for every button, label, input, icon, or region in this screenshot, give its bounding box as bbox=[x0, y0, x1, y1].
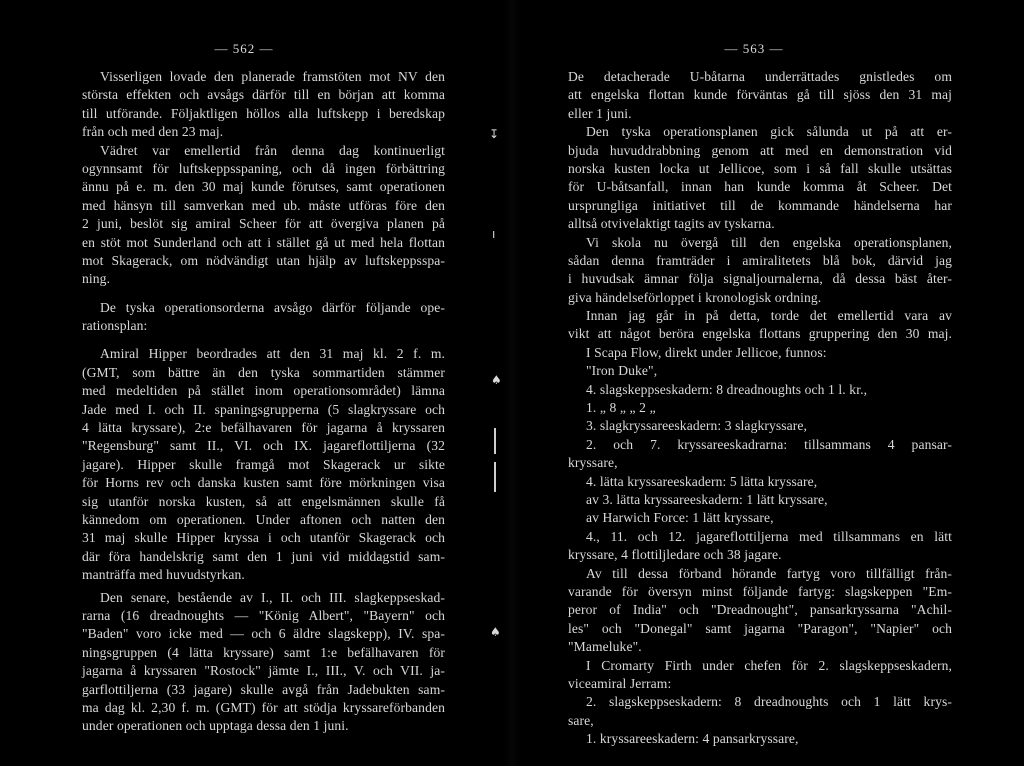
page-number-left: — 562 — bbox=[214, 41, 274, 56]
text-line: att engelska flottan kunde förväntas gå till sjöss den 31 maj bbox=[568, 87, 952, 103]
text-line: 2 juni, beslöt sig amiral Scheer för att övergiva planen på bbox=[82, 216, 445, 232]
text-line: I Scapa Flow, direkt under Jellicoe, funnos: bbox=[586, 344, 827, 360]
text-line: 4., 11. och 12. jagareflottiljerna med tillsammans en lätt bbox=[586, 528, 952, 544]
text-line: peror of India" och "Dreadnought", pansarkryssarna "Achil- bbox=[568, 602, 952, 618]
text-line: ännu på e. m. den 30 maj kunde förutses, samt operationen bbox=[82, 179, 445, 195]
text-line: från och med den 23 maj. bbox=[82, 124, 224, 140]
text-line: ogynnsamt för luftskeppsspaning, och då ingen förbättring bbox=[82, 160, 445, 176]
text-line: varande för översyn minst följande fartyg: slagskeppen "Em- bbox=[568, 583, 952, 599]
text-line: sådan denna framträder i amiralitetets blå bok, därvid jag bbox=[568, 252, 952, 268]
text-line: bjuda huvuddrabbning genom att med en demonstration vid bbox=[568, 142, 952, 158]
text-line: les" och "Donegal" samt jagarna "Paragon", "Napier" och bbox=[568, 620, 952, 636]
text-line: av 3. lätta kryssareeskadern: 1 lätt kryssare, bbox=[586, 491, 828, 507]
right-page bbox=[512, 0, 1024, 766]
text-line: sare, bbox=[568, 712, 594, 728]
text-line: jagarna å kryssaren "Rostock" jämte I., III., V. och VII. ja- bbox=[82, 663, 445, 679]
text-line: 31 maj skulle Hipper kryssa i och utanför Skagerack och bbox=[82, 530, 445, 546]
spade-mark-icon: ♠ bbox=[491, 373, 502, 387]
text-line: I Cromarty Firth under chefen för 2. slagskeppseskadern, bbox=[586, 657, 952, 673]
page-number-right: — 563 — bbox=[724, 41, 784, 56]
spade-mark-icon: ♠ bbox=[490, 625, 501, 639]
text-line: mot Skagerack, om nödvändigt utan hjälp av luftskeppsspa- bbox=[82, 252, 445, 268]
text-line: 3. slagkryssareeskadern: 3 slagkryssare, bbox=[586, 418, 808, 434]
text-line: "Regensburg" samt II., VI. och IX. jagareflottiljerna (32 bbox=[82, 438, 445, 454]
text-line: alltså otvivelaktigt tagits av tyskarna. bbox=[568, 216, 775, 232]
text-line: 2. och 7. kryssareeskadrarna: tillsammans 4 pansar- bbox=[586, 436, 952, 452]
text-line: 4. lätta kryssareeskadern: 5 lätta kryssare, bbox=[586, 473, 818, 489]
text-line: med hänsyn till samverkan med ub. måste utföras före den bbox=[82, 197, 445, 213]
text-line: Amiral Hipper beordrades att den 31 maj kl. 2 f. m. bbox=[100, 346, 445, 362]
right-page-text bbox=[568, 68, 952, 748]
text-line: ma dag kl. 2,30 f. m. (GMT) för att stödja kryssareförbanden bbox=[82, 699, 445, 715]
text-line: ning. bbox=[82, 271, 111, 287]
text-line: rationsplan: bbox=[82, 318, 148, 334]
tick-mark-icon: ı bbox=[492, 227, 496, 241]
text-line: rarna (16 dreadnoughts — "König Albert", "Bayern" och bbox=[82, 607, 445, 623]
text-line: Vi skola nu övergå till den engelska operationsplanen, bbox=[586, 234, 952, 250]
text-line: största effekten och avsågs därför till en början att komma bbox=[82, 87, 445, 103]
text-line: 2. slagskeppseskadern: 8 dreadnoughts och 1 lätt krys- bbox=[586, 694, 952, 710]
text-line: 4. slagskeppseskadern: 8 dreadnoughts och 1 l. kr., bbox=[586, 381, 868, 397]
text-line: under operationen och upptaga dessa den 1 juni. bbox=[82, 718, 349, 734]
text-line: 1. „ 8 „ „ 2 „ bbox=[586, 400, 656, 416]
text-line: Den senare, bestående av I., II. och III. slagkeppseskad- bbox=[100, 589, 445, 605]
text-line: giva händelseförloppet i kronologisk ordning. bbox=[568, 289, 822, 305]
text-line: av Harwich Force: 1 lätt kryssare, bbox=[586, 510, 774, 526]
text-line: för U-båtsanfall, innan han kunde komma åt Scheer. Det bbox=[568, 179, 952, 195]
text-line: Visserligen lovade den planerade framstöten mot NV den bbox=[100, 69, 445, 84]
text-line: norska kusten locka ut Jellicoe, som i så fall skulle utsättas bbox=[568, 160, 952, 176]
text-line: ningsgruppen (4 lätta kryssare) samt 1:e befälhavaren för bbox=[82, 644, 445, 660]
arrow-mark-icon: ↧ bbox=[489, 127, 500, 141]
text-line: manträffa med huvudstyrkan. bbox=[82, 567, 245, 583]
text-line: garflottiljerna (33 jagare) skulle avgå från Jadebukten sam- bbox=[82, 681, 445, 697]
text-line: kryssare, 4 flottiljledare och 38 jagare. bbox=[568, 547, 782, 563]
text-line: där föra handelskrig samt den 1 juni vid middagstid sam- bbox=[82, 548, 445, 564]
text-line: Den tyska operationsplanen gick sålunda ut på att er- bbox=[586, 124, 952, 140]
text-line: De detacherade U-båtarna underrättades gnistledes om bbox=[568, 69, 952, 84]
text-line: 4 lätta kryssare), 2:e befälhavaren för jagarna å kryssaren bbox=[82, 420, 445, 436]
text-line: vikt att något beröra engelska flottans gruppering den 30 maj. bbox=[568, 326, 952, 342]
text-line: ursprungliga initiativet till de kommande händelserna har bbox=[568, 197, 952, 213]
text-line: "Baden" voro icke med — och 6 äldre slagskepp), IV. spa- bbox=[82, 626, 445, 642]
text-line: eller 1 juni. bbox=[568, 105, 632, 121]
text-line: jagare). Hipper skulle framgå mot Skagerack ur sikte bbox=[82, 456, 445, 472]
left-page-text bbox=[82, 68, 445, 736]
text-line: viceamiral Jerram: bbox=[568, 675, 672, 691]
text-line: Vädret var emellertid från denna dag kontinuerligt bbox=[100, 142, 445, 158]
text-line: kryssare, bbox=[568, 455, 618, 471]
text-line: Jade med I. och II. spaningsgrupperna (5 slagkryssare och bbox=[82, 401, 445, 417]
paragraph-gap bbox=[82, 335, 445, 345]
paragraph-gap bbox=[82, 289, 445, 299]
text-line: en stöt mot Sunderland och att i stället gå ut med hela flottan bbox=[82, 234, 445, 250]
text-line: "Mameluke". bbox=[568, 639, 642, 655]
text-line: 1. kryssareeskadern: 4 pansarkryssare, bbox=[586, 731, 799, 747]
margin-bar bbox=[494, 428, 496, 454]
text-line: (GMT, som bättre än den tyska sommartiden stämmer bbox=[82, 364, 445, 380]
text-line: "Iron Duke", bbox=[586, 363, 658, 379]
text-line: Innan jag går in på detta, torde det emellertid vara av bbox=[586, 308, 952, 324]
margin-bar bbox=[494, 462, 496, 492]
text-line: sig utanför norska kusten, så att engelsmännen skulle få bbox=[82, 493, 445, 509]
text-line: Av till dessa förband hörande fartyg voro tillfälligt från- bbox=[586, 565, 952, 581]
text-line: för Horns rev och danska kusten samt före mörkningen visa bbox=[82, 475, 445, 491]
text-line: i huvudsak ämnar följa signaljournalerna, då dessa bäst åter- bbox=[568, 271, 952, 287]
text-line: De tyska operationsorderna avsågo därför följande ope- bbox=[100, 299, 445, 315]
text-line: till utförande. Följaktligen höllos alla luftskepp i beredskap bbox=[82, 105, 445, 121]
text-line: med medeltiden på stället inom operationsområdet) lämna bbox=[82, 383, 445, 399]
text-line: kännedom om operationen. Under aftonen och natten den bbox=[82, 511, 445, 527]
